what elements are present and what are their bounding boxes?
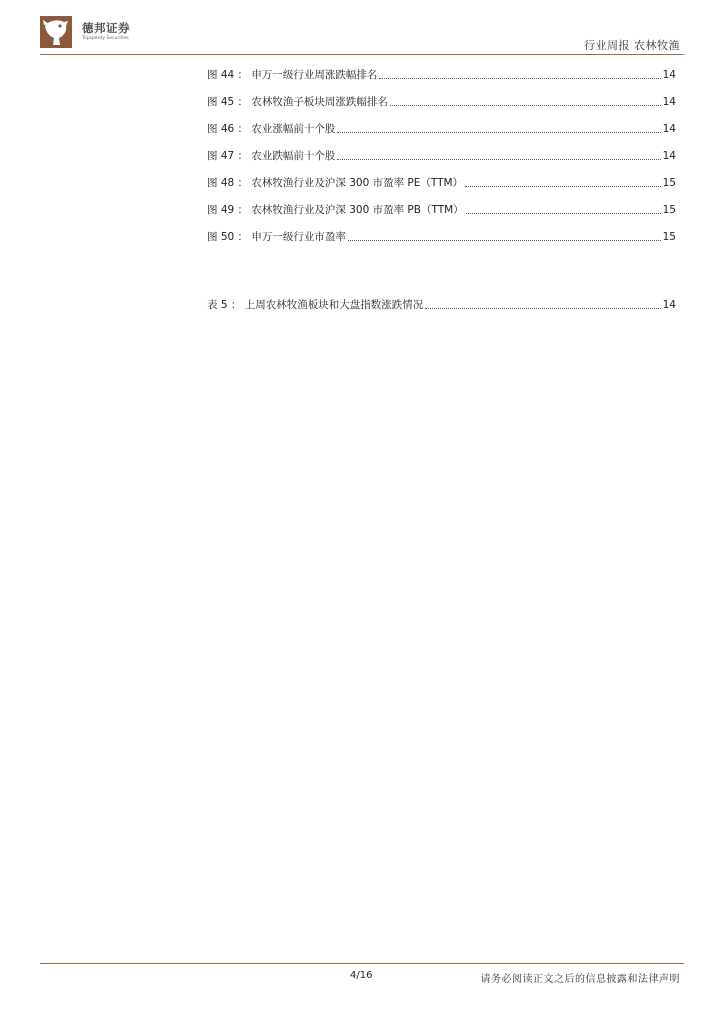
toc-entry-label: 图 48 ： 农林牧渔行业及沪深 300 市盈率 PE（TTM） [207, 177, 464, 189]
toc-entry-page: 15 [662, 204, 676, 216]
toc-leader-dots [466, 213, 661, 214]
toc-entry-label: 图 46 ： 农业涨幅前十个股 [207, 123, 336, 135]
toc-entry-page: 14 [662, 299, 676, 311]
header-divider [40, 54, 684, 55]
page-number: 4/16 [350, 970, 373, 981]
legal-disclaimer: 请务必阅读正文之后的信息披露和法律声明 [480, 974, 680, 985]
toc-entry-label: 表 5 ： 上周农林牧渔板块和大盘指数涨跌情况 [207, 299, 424, 311]
toc-entry-figure-49[interactable] [207, 201, 676, 217]
footer-divider [40, 963, 684, 964]
toc-entry-figure-44[interactable] [207, 66, 676, 82]
toc-entry-figure-46[interactable] [207, 120, 676, 136]
toc-entry-page: 14 [662, 96, 676, 108]
toc-leader-dots [337, 159, 660, 160]
toc-leader-dots [390, 105, 661, 106]
toc-entry-figure-45[interactable] [207, 93, 676, 109]
toc-entry-label: 图 47 ： 农业跌幅前十个股 [207, 150, 336, 162]
toc-entry-figure-47[interactable] [207, 147, 676, 163]
logo-chinese-name: 德邦证券 [82, 21, 130, 35]
toc-entry-label: 图 49 ： 农林牧渔行业及沪深 300 市盈率 PB（TTM） [207, 204, 464, 216]
company-logo [40, 16, 160, 50]
toc-leader-dots [425, 308, 660, 309]
toc-entry-page: 14 [662, 123, 676, 135]
logo-english-name: Topsperity Securities [82, 36, 129, 41]
toc-leader-dots [348, 240, 661, 241]
toc-leader-dots [379, 78, 660, 79]
company-logo-icon [40, 16, 72, 48]
toc-entry-label: 图 44 ： 申万一级行业周涨跌幅排名 [207, 69, 378, 81]
toc-entry-page: 15 [662, 231, 676, 243]
report-category: 行业周报 农林牧渔 [584, 39, 680, 52]
toc-entry-table-5[interactable] [207, 296, 676, 312]
toc-entry-label: 图 45 ： 农林牧渔子板块周涨跌幅排名 [207, 96, 388, 108]
toc-entry-figure-48[interactable] [207, 174, 676, 190]
toc-entry-page: 14 [662, 150, 676, 162]
toc-entry-page: 15 [662, 177, 676, 189]
toc-leader-dots [337, 132, 660, 133]
toc-entry-figure-50[interactable] [207, 228, 676, 244]
toc-entry-label: 图 50 ： 申万一级行业市盈率 [207, 231, 346, 243]
toc-entry-page: 14 [662, 69, 676, 81]
toc-leader-dots [465, 186, 661, 187]
